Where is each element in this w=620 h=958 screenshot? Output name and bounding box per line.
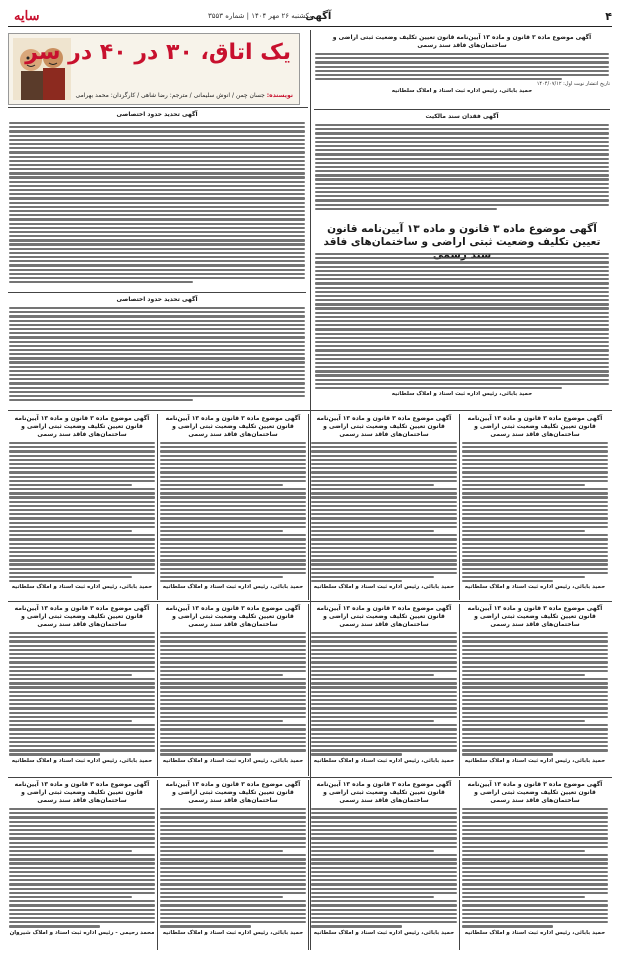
- notice-signature: حمید بابائی، رئیس اداره ثبت اسناد و املاک سلطانیه: [313, 584, 455, 591]
- notice-signature: حمید بابائی، رئیس اداره ثبت اسناد و املاک سلطانیه: [162, 584, 304, 591]
- notice-grid-item: [159, 780, 307, 950]
- notice-grid-item: [159, 604, 307, 776]
- notice-grid-item: [310, 414, 458, 600]
- notice-signature: حمید بابائی، رئیس اداره ثبت اسناد و املاک سلطانیه: [313, 757, 455, 764]
- play-advertisement-banner: [8, 33, 300, 105]
- notice-title: آگهی فقدان سند مالکیت: [425, 113, 499, 120]
- notice-title: آگهی موضوع ماده ۳ قانون و ماده ۱۳ آیین‌نامه قانون تعیین تکلیف وضعیت ثبتی اراضی و ساختمان‌های فاقد سند رسمی: [165, 781, 301, 804]
- notice-title: آگهی موضوع ماده ۳ قانون و ماده ۱۳ آیین‌نامه قانون تعیین تکلیف وضعیت ثبتی اراضی و ساختمان‌های فاقد سند رسمی: [165, 415, 301, 438]
- credits-label: نویسنده:: [266, 92, 293, 99]
- notice-signature: حمید بابائی، رئیس اداره ثبت اسناد و املاک سلطانیه: [162, 757, 304, 764]
- play-credits: [76, 92, 293, 99]
- notice-grid-item: [310, 604, 458, 776]
- newspaper-logo: سایه: [14, 8, 40, 24]
- notice-title: آگهی تحدید حدود اختصاصی: [116, 296, 198, 303]
- notice-left-1: [8, 110, 306, 290]
- notice-grid-item: [461, 604, 609, 776]
- notice-title: آگهی تحدید حدود اختصاصی: [116, 111, 198, 118]
- main-notice-body: [314, 252, 610, 402]
- notice-title: آگهی موضوع ماده ۳ قانون و ماده ۱۳ آیین‌نامه قانون تعیین تکلیف وضعیت ثبتی اراضی و ساختمان‌های فاقد سند رسمی: [467, 605, 603, 628]
- page-header: [8, 6, 612, 27]
- notice-grid-item: [159, 414, 307, 600]
- section-title: آگهی: [305, 10, 332, 22]
- main-notice-heading: آگهی موضوع ماده ۳ قانون و ماده ۱۳ آیین‌نامه قانون تعیین تکلیف وضعیت ثبتی اراضی و ساختمان‌های فاقد: [323, 223, 601, 248]
- notice-grid-item: [310, 780, 458, 950]
- credits-text: جسان چمن / انوش سلیمانی / مترجم: رضا شاهی / کارگردان: محمد بهرامی: [75, 92, 265, 99]
- play-title: یک اتاق، ۳۰ در ۴۰ در سر: [25, 40, 291, 65]
- notice-signature: محمد رحیمی - رئیس اداره ثبت اسناد و املاک شیروان: [9, 929, 155, 936]
- page-number: ۴: [605, 9, 612, 23]
- notice-signature: حمید بابائی، رئیس اداره ثبت اسناد و املاک سلطانیه: [162, 929, 304, 936]
- notice-signature: حمید بابائی، رئیس اداره ثبت اسناد و املاک سلطانیه: [464, 584, 606, 591]
- notice-signature: حمید بابائی، رئیس اداره ثبت اسناد و املاک سلطانیه: [11, 584, 153, 591]
- notice-title: آگهی موضوع ماده ۳ قانون و ماده ۱۳ آیین‌نامه قانون تعیین تکلیف وضعیت ثبتی اراضی و ساختمان‌های فاقد سند رسمی: [316, 781, 452, 804]
- notice-title: آگهی موضوع ماده ۳ قانون و ماده ۱۳ آیین‌نامه قانون تعیین تکلیف وضعیت ثبتی اراضی و ساختمان‌های فاقد سند رسمی: [165, 605, 301, 628]
- notice-grid-item: [461, 780, 609, 950]
- notice-signature: حمید بابائی، رئیس اداره ثبت اسناد و املاک سلطانیه: [464, 929, 606, 936]
- notice-grid-item: [8, 780, 156, 950]
- notice-title: آگهی موضوع ماده ۳ قانون و ماده ۱۳ آیین‌نامه قانون تعیین تکلیف وضعیت ثبتی اراضی و ساختمان‌های فاقد سند رسمی: [332, 34, 592, 49]
- notice-grid-item: [461, 414, 609, 600]
- notice-grid-item: [8, 604, 156, 776]
- notice-signature: حمید بابائی، رئیس اداره ثبت اسناد و املاک سلطانیه: [313, 929, 455, 936]
- notice-date: تاریخ انتشار نوبت اول: ۱۴۰۴/۰۷/۱۲: [536, 81, 610, 88]
- notice-signature: حمید بابائی، رئیس اداره ثبت اسناد و املاک سلطانیه: [391, 391, 533, 398]
- notice-title: آگهی موضوع ماده ۳ قانون و ماده ۱۳ آیین‌نامه قانون تعیین تکلیف وضعیت ثبتی اراضی و ساختمان‌های فاقد سند رسمی: [467, 415, 603, 438]
- notice-grid-item: [8, 414, 156, 600]
- notice-top-right: [314, 33, 610, 105]
- notice-title: آگهی موضوع ماده ۳ قانون و ماده ۱۳ آیین‌نامه قانون تعیین تکلیف وضعیت ثبتی اراضی و ساختمان‌های فاقد سند رسمی: [14, 605, 150, 628]
- notice-left-2: [8, 295, 306, 405]
- notice-title: آگهی موضوع ماده ۳ قانون و ماده ۱۳ آیین‌نامه قانون تعیین تکلیف وضعیت ثبتی اراضی و ساختمان‌های فاقد سند رسمی: [467, 781, 603, 804]
- notice-title: آگهی موضوع ماده ۳ قانون و ماده ۱۳ آیین‌نامه قانون تعیین تکلیف وضعیت ثبتی اراضی و ساختمان‌های فاقد سند رسمی: [14, 415, 150, 438]
- notice-title: آگهی موضوع ماده ۳ قانون و ماده ۱۳ آیین‌نامه قانون تعیین تکلیف وضعیت ثبتی اراضی و ساختمان‌های فاقد سند رسمی: [14, 781, 150, 804]
- notice-signature: حمید بابائی، رئیس اداره ثبت اسناد و املاک سلطانیه: [464, 757, 606, 764]
- notice-signature: حمید بابائی، رئیس اداره ثبت اسناد و املاک سلطانیه: [391, 88, 533, 95]
- notice-deed-loss: [314, 112, 610, 220]
- issue-date: یکشنبه ۲۶ مهر ۱۴۰۴ | شماره ۳۵۵۳: [208, 12, 312, 20]
- notice-title: آگهی موضوع ماده ۳ قانون و ماده ۱۳ آیین‌نامه قانون تعیین تکلیف وضعیت ثبتی اراضی و ساختمان‌های فاقد سند رسمی: [316, 605, 452, 628]
- notice-signature: حمید بابائی، رئیس اداره ثبت اسناد و املاک سلطانیه: [11, 757, 153, 764]
- notice-title: آگهی موضوع ماده ۳ قانون و ماده ۱۳ آیین‌نامه قانون تعیین تکلیف وضعیت ثبتی اراضی و ساختمان‌های فاقد سند رسمی: [316, 415, 452, 438]
